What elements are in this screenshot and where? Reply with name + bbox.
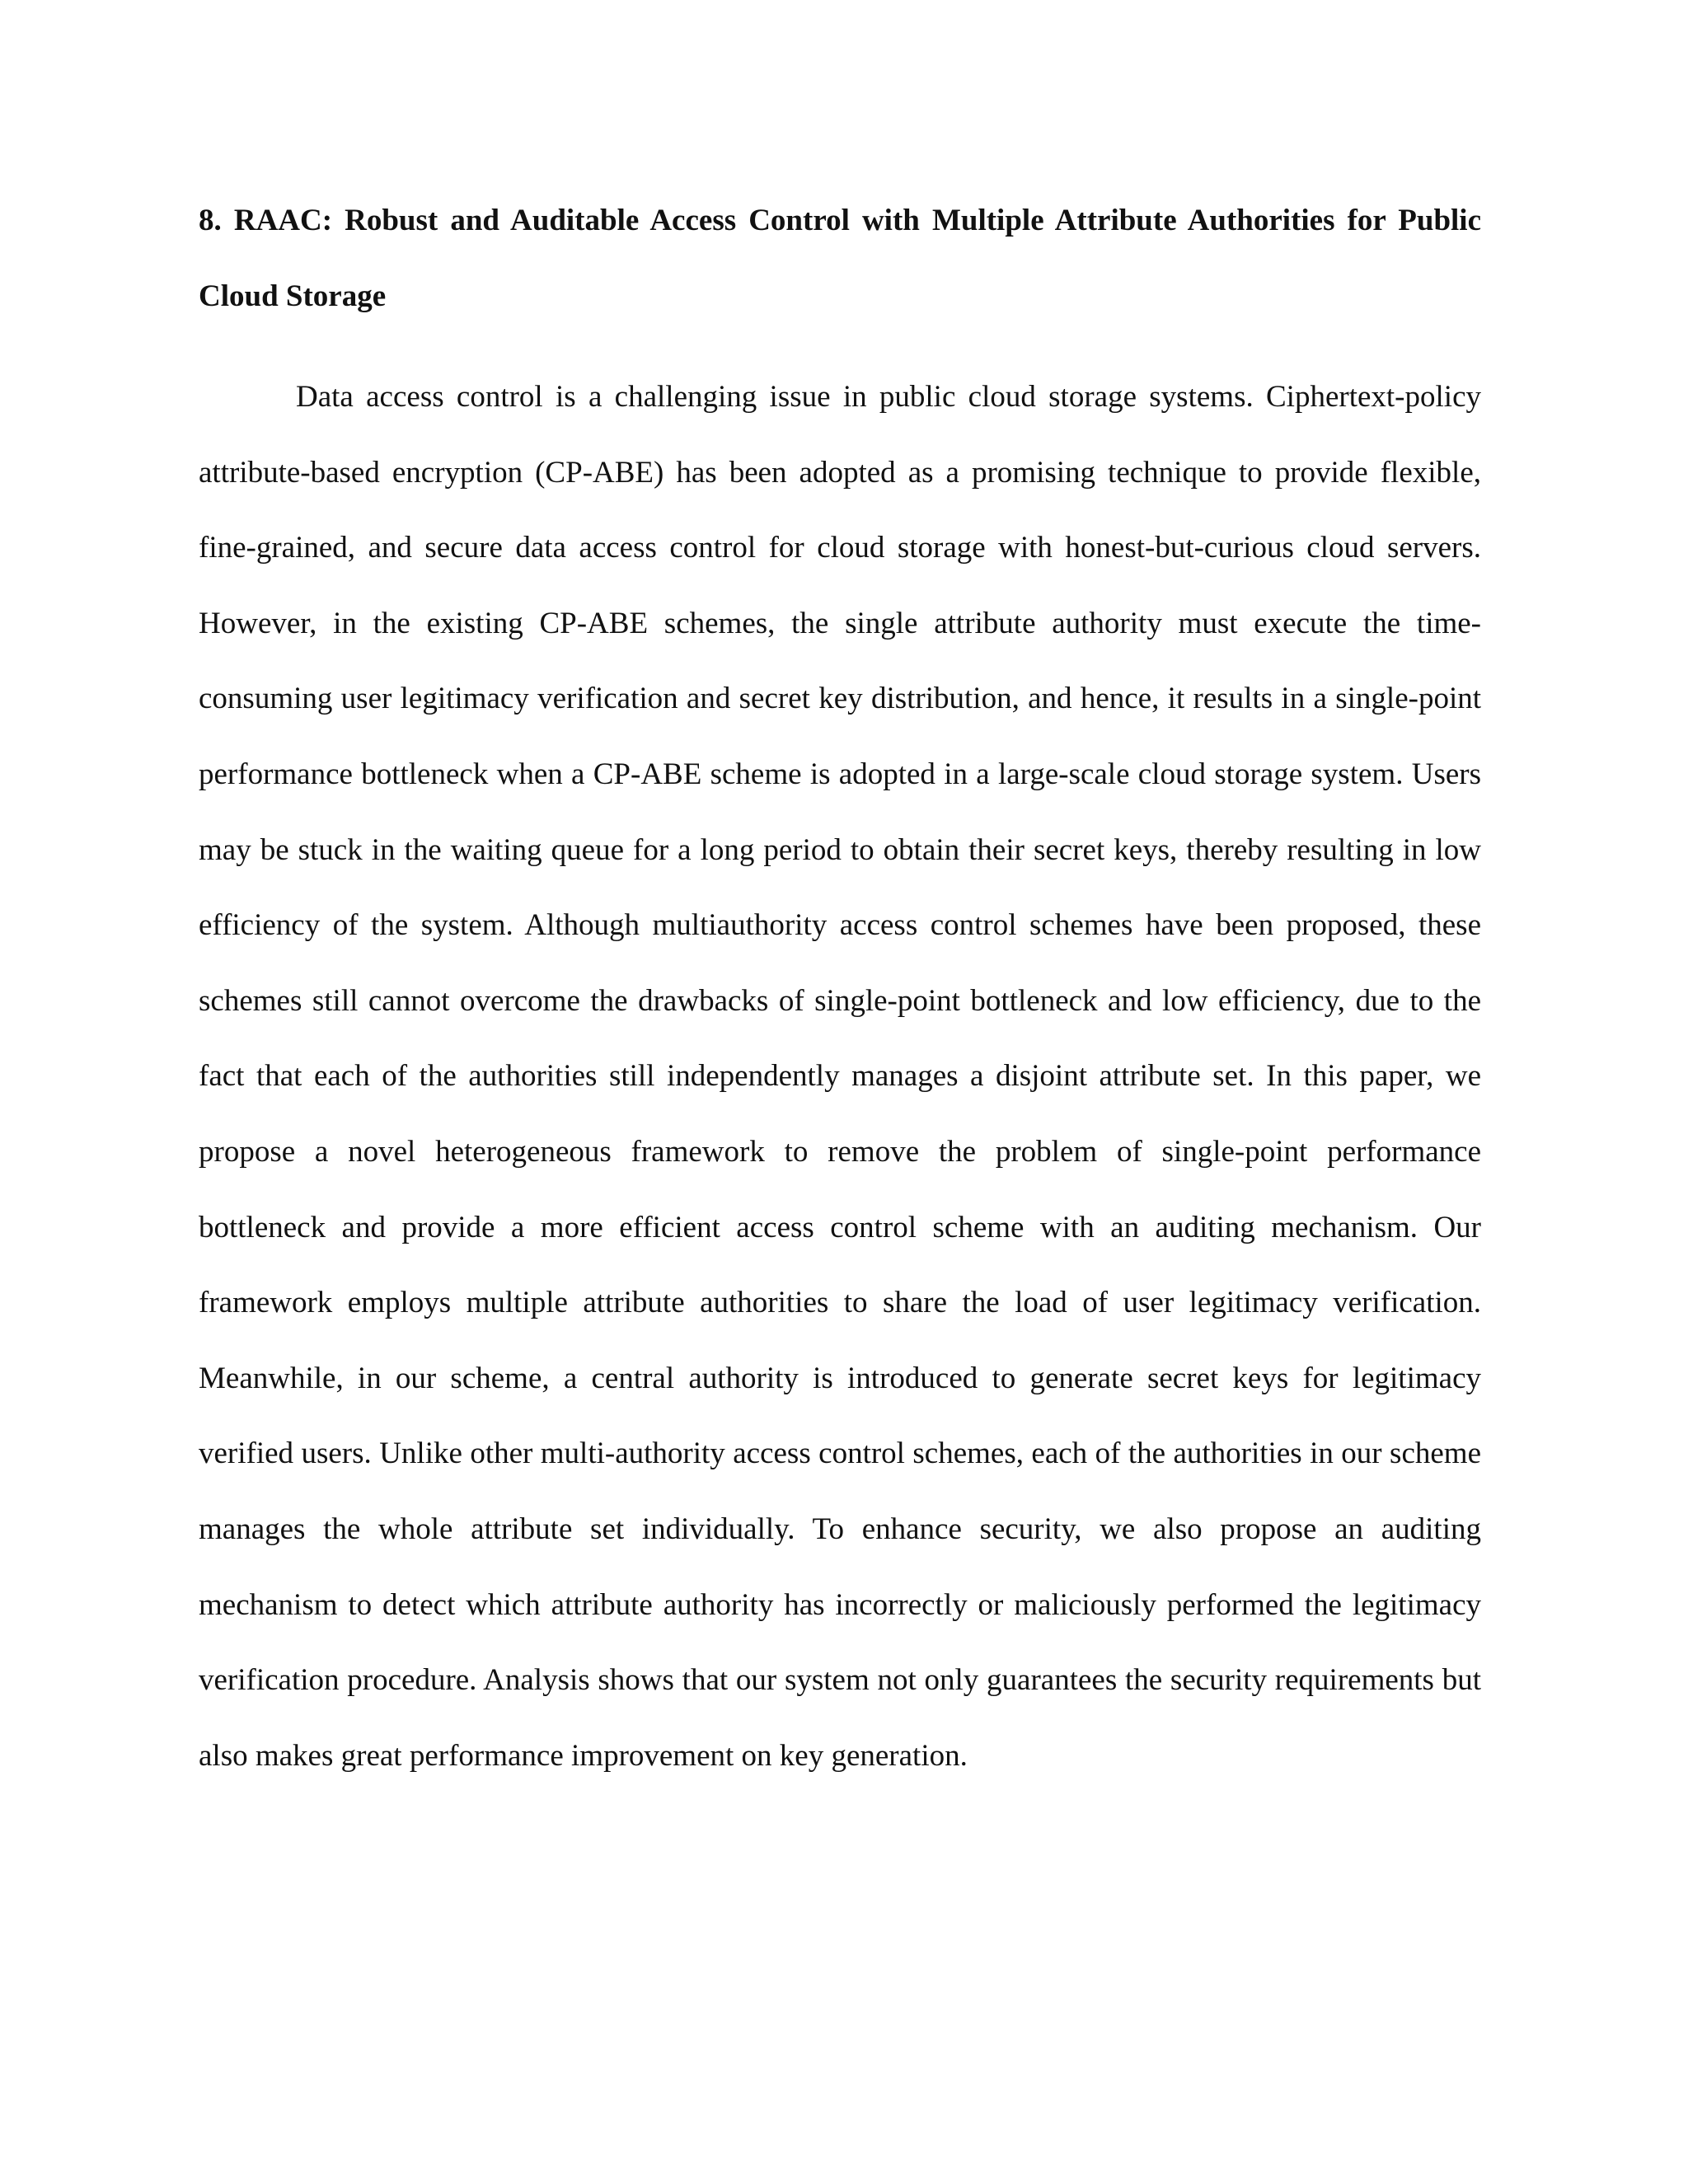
section-title: 8. RAAC: Robust and Auditable Access Control with Multiple Attribute Authorities for Public Cloud Storage <box>199 204 1481 313</box>
document-content <box>199 183 1481 1793</box>
abstract-paragraph: Data access control is a challenging issue in public cloud storage systems. Ciphertext-policy attribute-based encryption (CP-ABE) has been adopted as a promising technique to provide flexible, fine-grained, and secure data access control for cloud storage with honest-but-curious cloud servers. However, in the existing CP-ABE schemes, the single attribute authority must execute the time-consuming user legitimacy verification and secret key distribution, and hence, it results in a single-point performance bottleneck when a CP-ABE scheme is adopted in a large-scale cloud storage system. Users may be stuck in the waiting queue for a long period to obtain their secret keys, thereby resulting in low efficiency of the system. Although multiauthority access control schemes have been proposed, these schemes still cannot overcome the drawbacks of single-point bottleneck and low efficiency, due to the fact that each of the authorities still independently manages a disjoint attribute set. In this paper, we propose a novel heterogeneous framework to remove the problem of single-point performance bottleneck and provide a more efficient access control scheme with an auditing mechanism. Our framework employs multiple attribute authorities to share the load of user legitimacy verification. Meanwhile, in our scheme, a central authority is introduced to generate secret keys for legitimacy verified users. Unlike other multi-authority access control schemes, each of the authorities in our scheme manages the whole attribute set individually. To enhance security, we also propose an auditing mechanism to detect which attribute authority has incorrectly or maliciously performed the legitimacy verification procedure. Analysis shows that our system not only guarantees the security requirements but also makes great performance improvement on key generation. <box>199 380 1481 1773</box>
